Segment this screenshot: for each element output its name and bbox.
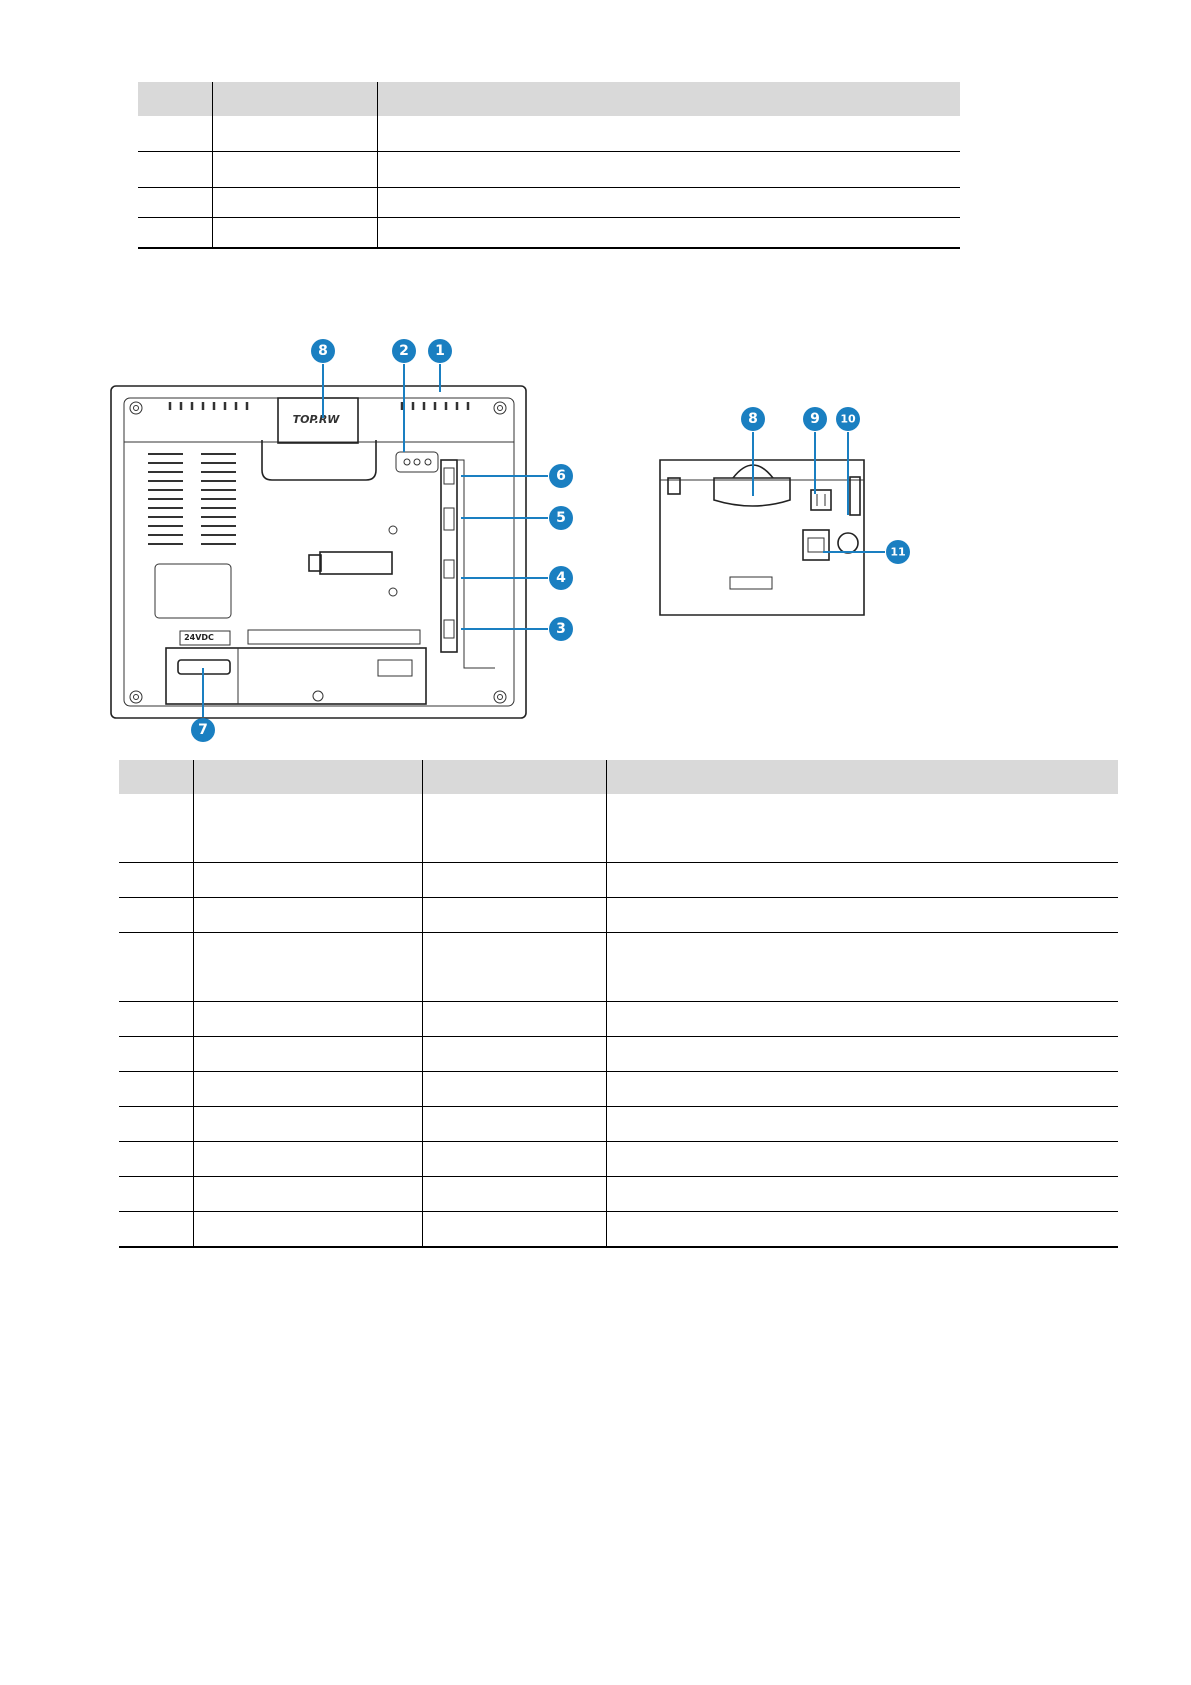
brand-mark: TOP.RW (292, 413, 340, 426)
bottom-spec-table (119, 760, 1118, 1248)
table-cell (422, 863, 606, 898)
svg-text:9: 9 (810, 411, 820, 427)
header-cell (119, 760, 193, 794)
vent-grille (148, 454, 236, 544)
table-cell (606, 1107, 1118, 1142)
header-cell (606, 760, 1118, 794)
header-cell (193, 760, 422, 794)
table-cell (422, 1107, 606, 1142)
table-cell (422, 1037, 606, 1072)
table-cell (119, 794, 193, 863)
usb-stick (320, 552, 392, 574)
side-view-body (660, 460, 864, 615)
table-cell (422, 1142, 606, 1177)
table-row (119, 933, 1118, 1002)
callout-2 (392, 339, 416, 363)
table-cell (193, 863, 422, 898)
rear-panel-figure (0, 0, 1191, 760)
table-row (119, 1072, 1118, 1107)
table-row (119, 898, 1118, 933)
port-column (441, 460, 457, 652)
table-cell (119, 1002, 193, 1037)
svg-text:5: 5 (556, 510, 566, 526)
table-cell (119, 898, 193, 933)
svg-text:10: 10 (840, 412, 856, 426)
callout-5 (549, 506, 573, 530)
svg-text:8: 8 (318, 343, 328, 359)
table-cell (119, 1212, 193, 1248)
table-row (119, 1002, 1118, 1037)
callout-8 (311, 339, 335, 363)
callout-7 (191, 718, 215, 742)
table-row (119, 863, 1118, 898)
header-cell (422, 760, 606, 794)
table-cell (422, 933, 606, 1002)
callout-9 (803, 407, 827, 431)
svg-text:1: 1 (435, 343, 445, 359)
svg-text:3: 3 (556, 621, 566, 637)
bottom-rail (248, 630, 420, 644)
table-cell (422, 1072, 606, 1107)
svg-text:8: 8 (748, 411, 758, 427)
table-cell (119, 863, 193, 898)
card-module-bracket (262, 440, 376, 480)
table-cell (193, 1177, 422, 1212)
table-cell (606, 1072, 1118, 1107)
table-cell (422, 794, 606, 863)
svg-text:7: 7 (198, 722, 208, 738)
callout-11 (886, 540, 910, 564)
table-header-row (119, 760, 1118, 794)
label-plate (155, 564, 231, 618)
callout-4 (549, 566, 573, 590)
table-row (119, 1142, 1118, 1177)
table-row (119, 1107, 1118, 1142)
table-cell (422, 1212, 606, 1248)
table-cell (193, 1107, 422, 1142)
table-cell (119, 1037, 193, 1072)
callout-8-side (741, 407, 765, 431)
reset-switch-area (396, 452, 438, 472)
callout-10 (836, 407, 860, 431)
side-connector (803, 530, 829, 560)
callout-1 (428, 339, 452, 363)
top-vents (170, 402, 468, 410)
table-cell (606, 933, 1118, 1002)
svg-text:11: 11 (890, 545, 906, 559)
table-cell (422, 898, 606, 933)
table-cell (422, 1002, 606, 1037)
table-cell (119, 1072, 193, 1107)
table-row (119, 794, 1118, 863)
svg-text:4: 4 (556, 570, 566, 586)
rating-label: 24VDC (184, 633, 214, 642)
table-row (119, 1212, 1118, 1248)
table-cell (606, 1037, 1118, 1072)
table-cell (606, 1002, 1118, 1037)
callout-3 (549, 617, 573, 641)
table-cell (193, 898, 422, 933)
table-cell (119, 933, 193, 1002)
callout-6 (549, 464, 573, 488)
side-round-port (838, 533, 858, 553)
corner-screws (130, 402, 506, 703)
table-cell (119, 1177, 193, 1212)
table-cell (193, 933, 422, 1002)
table-row (119, 1177, 1118, 1212)
svg-text:6: 6 (556, 468, 566, 484)
table-cell (606, 1212, 1118, 1248)
table-cell (193, 794, 422, 863)
table-cell (193, 1037, 422, 1072)
table-cell (606, 1177, 1118, 1212)
table-row (119, 1037, 1118, 1072)
table-cell (422, 1177, 606, 1212)
table-cell (606, 863, 1118, 898)
table-cell (119, 1142, 193, 1177)
table-cell (606, 898, 1118, 933)
svg-text:2: 2 (399, 343, 409, 359)
table-cell (193, 1142, 422, 1177)
table-cell (119, 1107, 193, 1142)
table-cell (193, 1212, 422, 1248)
table-cell (193, 1002, 422, 1037)
table-cell (606, 794, 1118, 863)
table-cell (193, 1072, 422, 1107)
table-cell (606, 1142, 1118, 1177)
